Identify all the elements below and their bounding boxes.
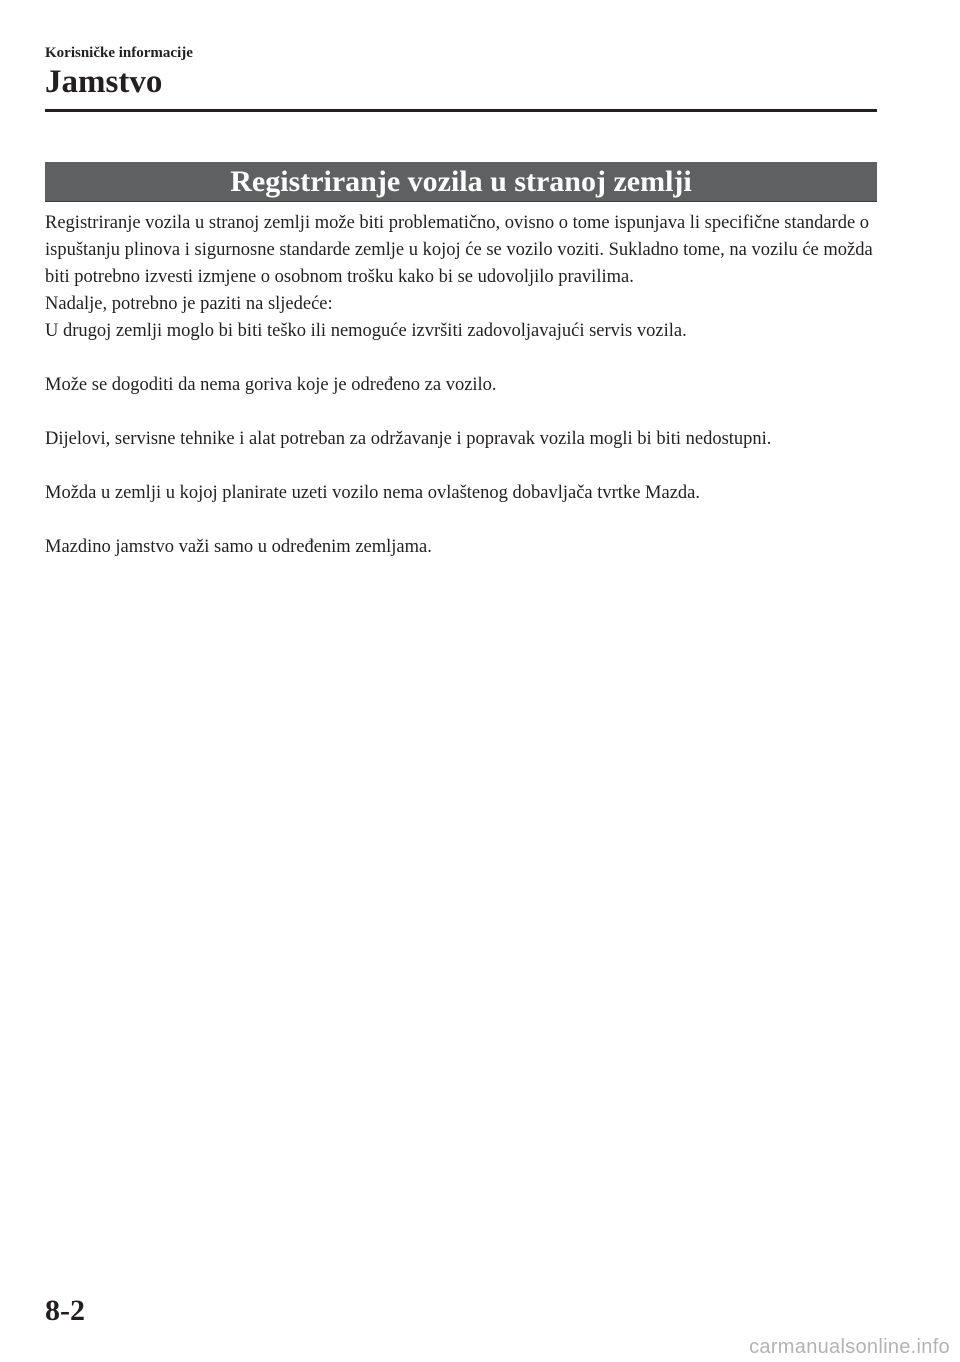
page-number: 8-2 — [45, 1294, 85, 1327]
body-content — [45, 210, 875, 561]
paragraph-warranty: Mazdino jamstvo važi samo u određenim zemljama. — [45, 537, 432, 557]
chapter-title: Jamstvo — [45, 64, 163, 100]
paragraph-lead: Nadalje, potrebno je paziti na sljedeće: — [45, 294, 333, 314]
paragraph-service: U drugoj zemlji moglo bi biti teško ili nemoguće izvršiti zadovoljavajući servis vozila. — [45, 321, 687, 341]
section-kicker: Korisničke informacije — [45, 45, 193, 61]
section-banner: Registriranje vozila u stranoj zemlji — [45, 162, 877, 202]
paragraph-parts: Dijelovi, servisne tehnike i alat potreban za održavanje i popravak vozila mogli bi biti nedostupni. — [45, 429, 772, 449]
watermark: carmanualsonline.info — [749, 1336, 950, 1358]
header-rule — [45, 109, 877, 112]
paragraph-dealer: Možda u zemlji u kojoj planirate uzeti vozilo nema ovlaštenog dobavljača tvrtke Mazda. — [45, 483, 700, 503]
paragraph-fuel: Može se dogoditi da nema goriva koje je određeno za vozilo. — [45, 375, 497, 395]
paragraph-intro: Registriranje vozila u stranoj zemlji može biti problematično, ovisno o tome ispunjava li specifične standarde o ispuštanju plinova i sigurnosne standarde zemlje u kojoj će se vozilo voziti. Sukladno tome, na vozilu će možda biti potrebno izvesti izmjene o osobnom trošku kako bi se udovoljilo pravilima. — [45, 213, 873, 287]
